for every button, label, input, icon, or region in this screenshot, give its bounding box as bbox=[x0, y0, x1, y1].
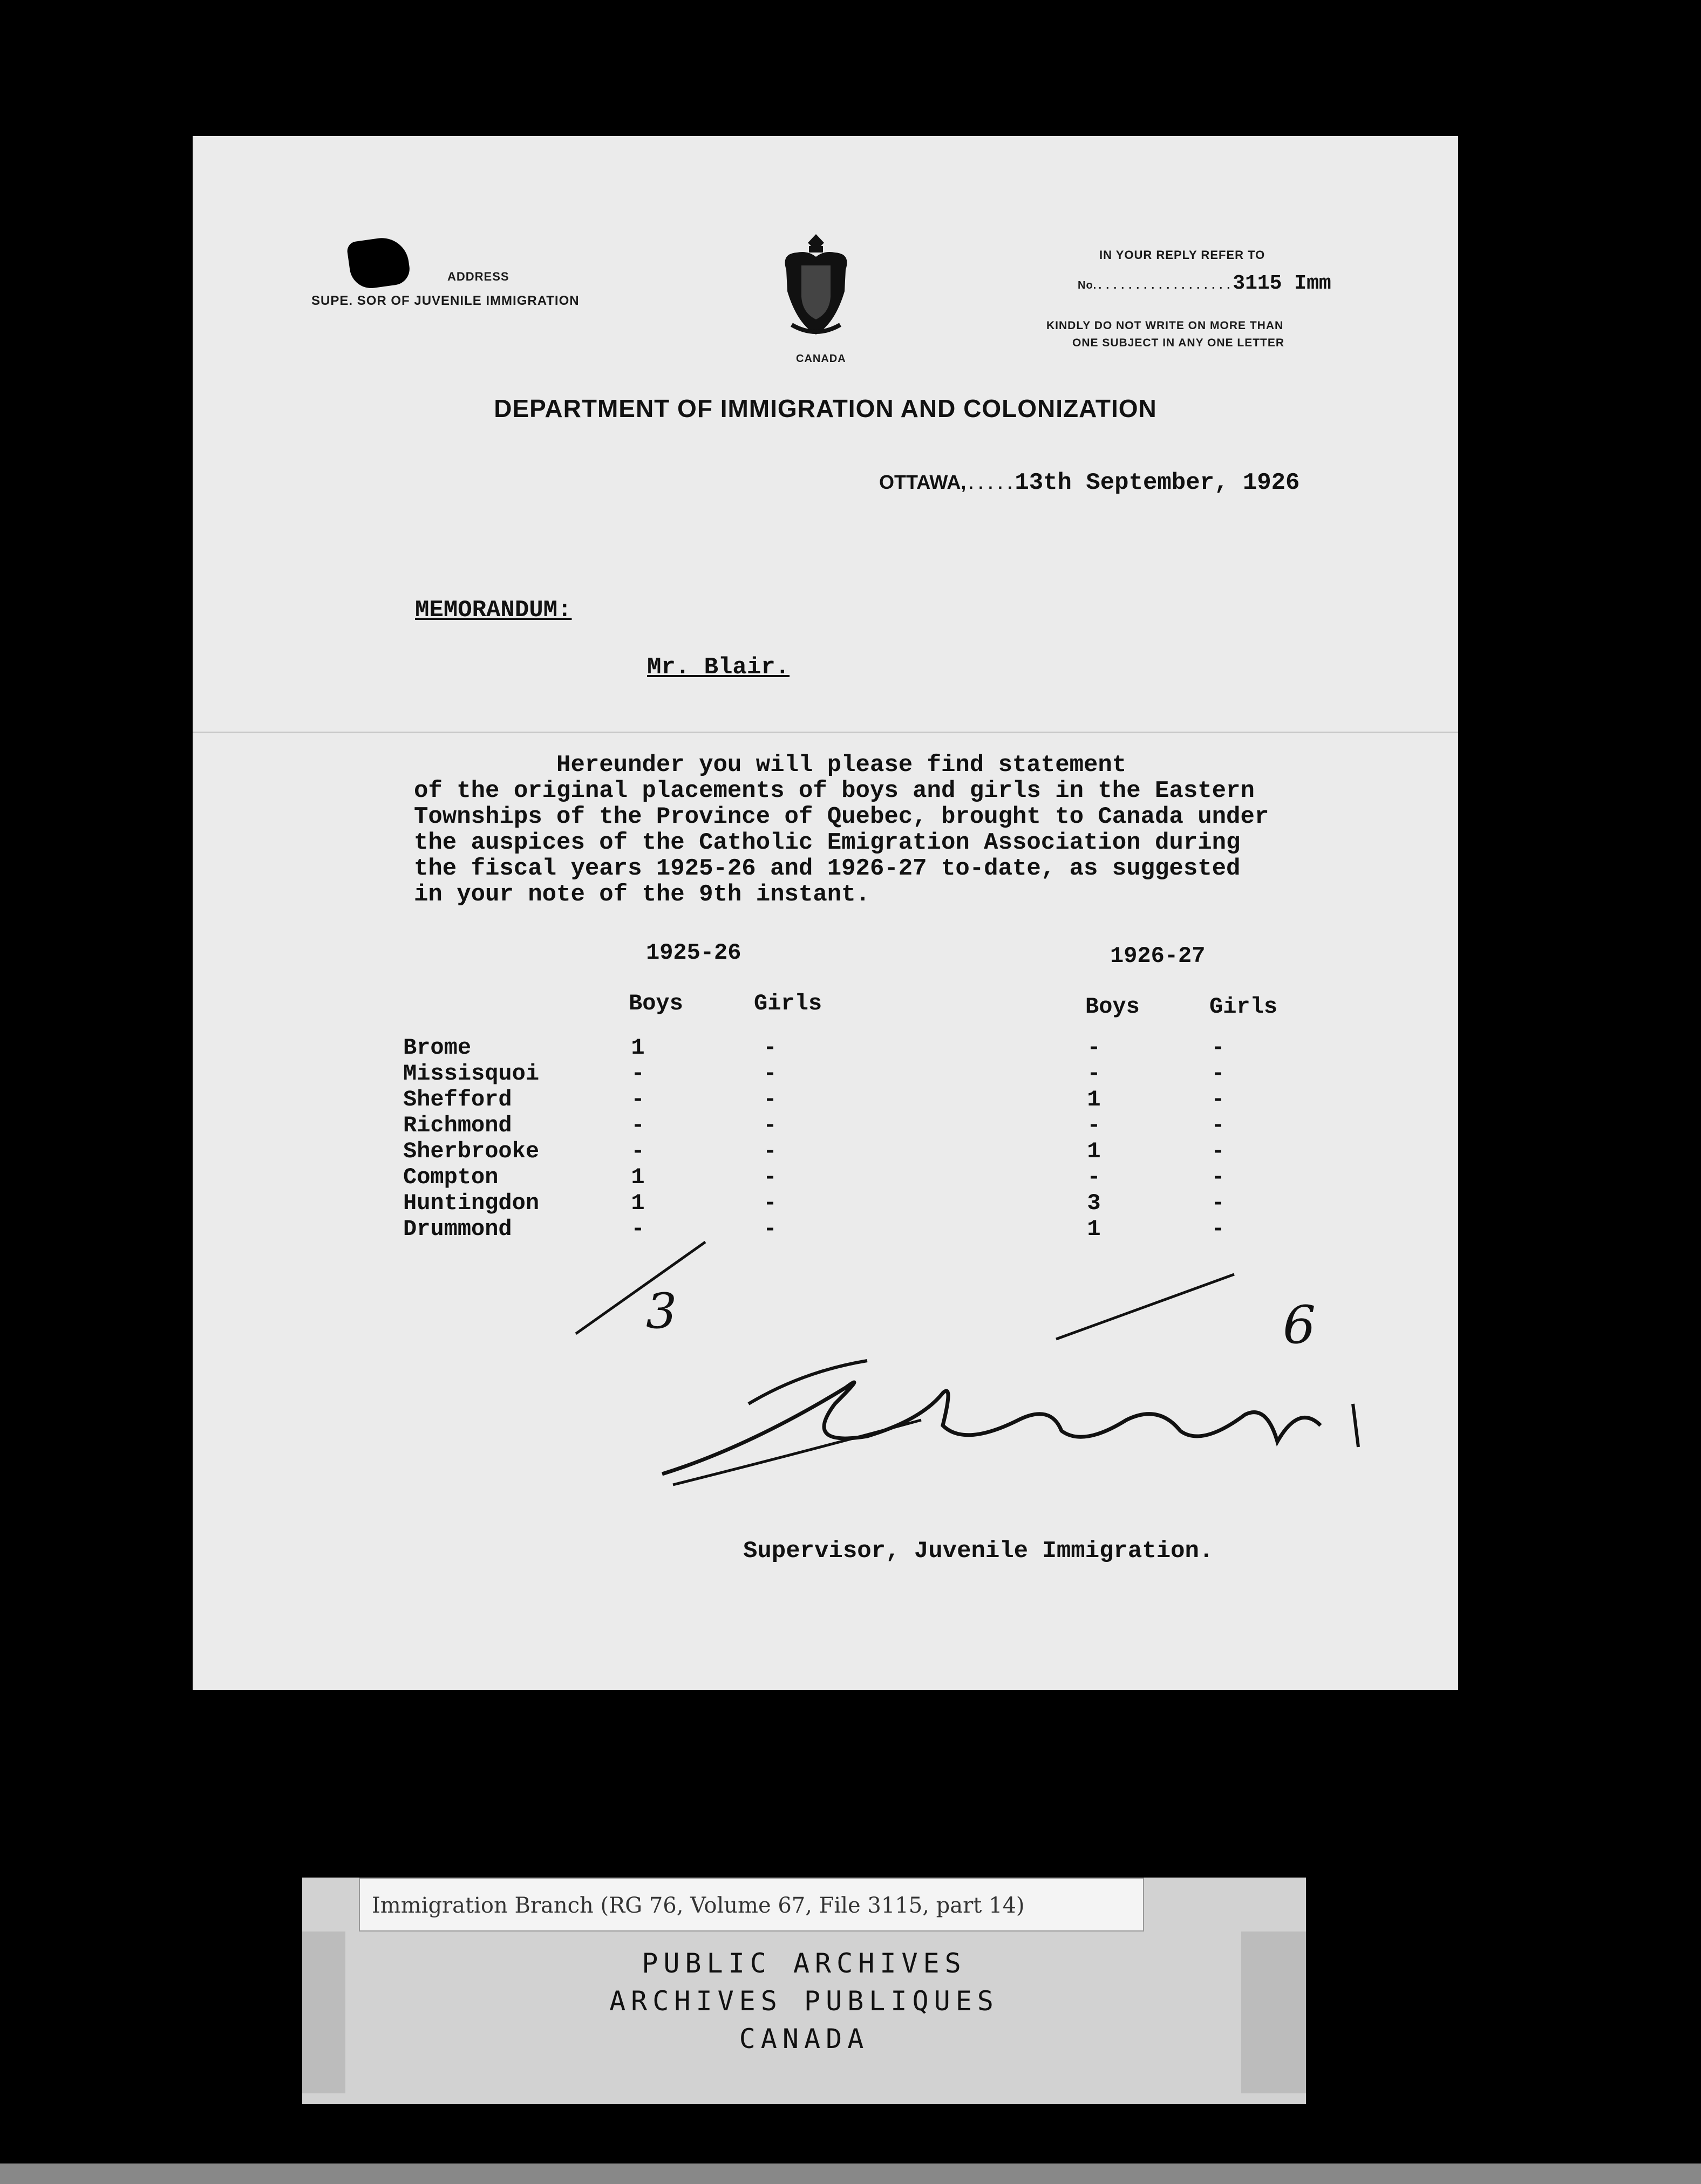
archive-line-2: ARCHIVES PUBLIQUES bbox=[609, 1985, 999, 2017]
county-name: Drummond bbox=[403, 1216, 512, 1242]
memo-label: MEMORANDUM: bbox=[415, 597, 572, 624]
table-row bbox=[403, 1164, 1321, 1190]
county-name: Sherbrooke bbox=[403, 1138, 540, 1164]
girls-1926-27: - bbox=[1211, 1190, 1225, 1216]
table-row bbox=[403, 1216, 1321, 1242]
body-line: in your note of the 9th instant. bbox=[414, 881, 870, 908]
county-name: Shefford bbox=[403, 1087, 512, 1113]
boys-1925-26: 1 bbox=[631, 1164, 645, 1190]
boys-1926-27: - bbox=[1087, 1113, 1101, 1138]
letter-page bbox=[193, 136, 1458, 1690]
reply-no-value: 3115 Imm bbox=[1233, 272, 1331, 295]
dateline-place: OTTAWA, bbox=[879, 471, 967, 493]
boys-1925-26: 1 bbox=[631, 1035, 645, 1061]
label-edge bbox=[302, 1932, 345, 2093]
boys-1926-27: - bbox=[1087, 1164, 1101, 1190]
archive-line-3: CANADA bbox=[739, 2023, 869, 2055]
signature bbox=[641, 1339, 1396, 1501]
body-line: Townships of the Province of Quebec, brought to Canada under bbox=[414, 803, 1269, 830]
notice-line-2: ONE SUBJECT IN ANY ONE LETTER bbox=[1072, 337, 1285, 349]
film-edge bbox=[0, 2163, 1701, 2184]
county-name: Brome bbox=[403, 1035, 472, 1061]
year-1925-26-header: 1925-26 bbox=[646, 940, 741, 966]
boys-1925-26: - bbox=[631, 1138, 645, 1164]
girls-header-1: Girls bbox=[754, 991, 822, 1016]
girls-1926-27: - bbox=[1211, 1216, 1225, 1242]
body-line: Hereunder you will please find statement bbox=[414, 752, 1127, 779]
boys-1926-27: 1 bbox=[1087, 1087, 1101, 1113]
table-row bbox=[403, 1087, 1321, 1113]
girls-1925-26: - bbox=[763, 1190, 777, 1216]
archive-label bbox=[302, 1878, 1306, 2104]
dateline: OTTAWA,.....13th September, 1926 bbox=[879, 469, 1300, 496]
girls-1926-27: - bbox=[1211, 1087, 1225, 1113]
boys-1926-27: 1 bbox=[1087, 1216, 1101, 1242]
girls-1926-27: - bbox=[1211, 1138, 1225, 1164]
boys-1925-26: - bbox=[631, 1216, 645, 1242]
body-line: the auspices of the Catholic Emigration Association during bbox=[414, 829, 1241, 856]
reply-reference: No...................3115 Imm bbox=[1078, 272, 1331, 295]
boys-1925-26: 1 bbox=[631, 1190, 645, 1216]
canada-coat-of-arms-icon bbox=[775, 232, 856, 340]
memo-addressee: Mr. Blair. bbox=[647, 654, 790, 681]
label-edge bbox=[1241, 1932, 1306, 2093]
signature-title: Supervisor, Juvenile Immigration. bbox=[743, 1538, 1214, 1565]
girls-1925-26: - bbox=[763, 1138, 777, 1164]
county-name: Huntingdon bbox=[403, 1190, 540, 1216]
girls-1926-27: - bbox=[1211, 1035, 1225, 1061]
girls-1925-26: - bbox=[763, 1164, 777, 1190]
girls-1925-26: - bbox=[763, 1113, 777, 1138]
table-row bbox=[403, 1035, 1321, 1061]
total-1925-26: 3 bbox=[646, 1283, 677, 1340]
total-1926-27: 6 bbox=[1283, 1295, 1316, 1355]
table-row bbox=[403, 1138, 1321, 1164]
boys-1926-27: 3 bbox=[1087, 1190, 1101, 1216]
year-1926-27-header: 1926-27 bbox=[1110, 943, 1206, 969]
boys-1925-26: - bbox=[631, 1113, 645, 1138]
paper-tear bbox=[346, 235, 411, 291]
reply-heading: IN YOUR REPLY REFER TO bbox=[1099, 248, 1265, 262]
boys-1926-27: - bbox=[1087, 1035, 1101, 1061]
table-row bbox=[403, 1190, 1321, 1216]
girls-1926-27: - bbox=[1211, 1061, 1225, 1087]
boys-1925-26: - bbox=[631, 1087, 645, 1113]
table-row bbox=[403, 1061, 1321, 1087]
memo-body bbox=[414, 752, 1269, 907]
table-row bbox=[403, 1113, 1321, 1138]
girls-header-2: Girls bbox=[1209, 994, 1278, 1020]
reply-no-label: No. bbox=[1078, 279, 1097, 291]
girls-1925-26: - bbox=[763, 1216, 777, 1242]
boys-header-1: Boys bbox=[629, 991, 683, 1016]
body-line: the fiscal years 1925-26 and 1926-27 to-date, as suggested bbox=[414, 855, 1241, 882]
girls-1925-26: - bbox=[763, 1061, 777, 1087]
girls-1925-26: - bbox=[763, 1035, 777, 1061]
boys-1926-27: 1 bbox=[1087, 1138, 1101, 1164]
county-name: Compton bbox=[403, 1164, 499, 1190]
boys-1925-26: - bbox=[631, 1061, 645, 1087]
girls-1926-27: - bbox=[1211, 1164, 1225, 1190]
address-line: SUPE. SOR OF JUVENILE IMMIGRATION bbox=[311, 294, 580, 308]
department-name: DEPARTMENT OF IMMIGRATION AND COLONIZATION bbox=[494, 394, 1157, 422]
girls-1925-26: - bbox=[763, 1087, 777, 1113]
girls-1926-27: - bbox=[1211, 1113, 1225, 1138]
boys-1926-27: - bbox=[1087, 1061, 1101, 1087]
archive-reference: Immigration Branch (RG 76, Volume 67, File 3115, part 14) bbox=[359, 1878, 1144, 1932]
dateline-date: 13th September, 1926 bbox=[1015, 469, 1300, 496]
address-label: ADDRESS bbox=[447, 270, 509, 283]
archive-line-1: PUBLIC ARCHIVES bbox=[642, 1948, 967, 1979]
notice-line-1: KINDLY DO NOT WRITE ON MORE THAN bbox=[1046, 319, 1284, 332]
county-name: Richmond bbox=[403, 1113, 512, 1138]
paper-fold-line bbox=[193, 732, 1458, 733]
crest-caption: CANADA bbox=[796, 353, 846, 365]
handwritten-total-1925-26 bbox=[570, 1237, 711, 1344]
body-line: of the original placements of boys and girls in the Eastern bbox=[414, 777, 1255, 804]
county-name: Missisquoi bbox=[403, 1061, 540, 1087]
boys-header-2: Boys bbox=[1085, 994, 1140, 1020]
